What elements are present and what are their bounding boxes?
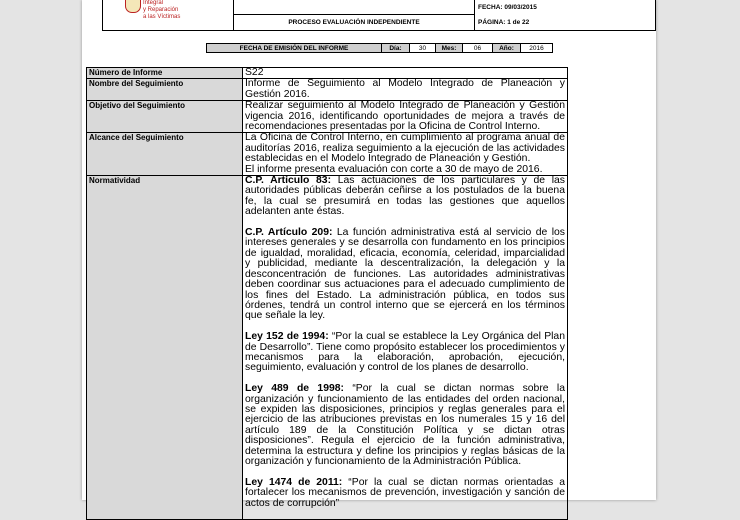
header-middle xyxy=(234,0,475,30)
header-page: PÁGINA: 1 de 22 xyxy=(478,19,530,26)
month-value: 06 xyxy=(463,43,493,53)
table-row xyxy=(87,79,568,101)
month-label: Mes: xyxy=(436,43,463,53)
coat-of-arms-icon xyxy=(125,0,141,13)
regulation-paragraph: Ley 1474 de 2011: “Por la cual se dictan normas orientadas a fortalecer los mecanismos de prevención, investigación y sanción de actos de corrupción” xyxy=(245,476,565,509)
document-header xyxy=(102,0,656,31)
scope-cutoff: El informe presenta evaluación con corte a 30 de mayo de 2016. xyxy=(245,163,543,175)
table-row xyxy=(87,133,568,176)
regulations xyxy=(243,176,568,520)
row-key: Número de Informe xyxy=(87,68,243,79)
followup-objective: Realizar seguimiento al Modelo Integrado de Planeación y Gestión vigencia 2016, identificando oportunidades de mejora a través de recomendaciones presentadas por la Oficina de Control Interno. xyxy=(243,101,568,133)
emission-label: FECHA DE EMISIÓN DEL INFORME xyxy=(206,43,382,53)
year-label: Año: xyxy=(493,43,521,53)
table-row xyxy=(87,101,568,133)
row-key: Normatividad xyxy=(87,176,243,520)
followup-name: Informe de Seguimiento al Modelo Integrado de Planeación y Gestión 2016. xyxy=(243,79,568,101)
header-meta xyxy=(475,0,655,30)
report-table xyxy=(86,67,568,520)
table-row xyxy=(87,68,568,79)
table-row xyxy=(87,176,568,520)
year-value: 2016 xyxy=(521,43,553,53)
report-number: S22 xyxy=(243,68,568,79)
regulation-paragraph: Ley 152 de 1994: “Por la cual se establece la Ley Orgánica del Plan de Desarrollo”. Tiene como propósito establecer los procedimientos y mecanismos para la elaboración, aprobación, ejecución, seguimiento, evaluación y control de los planes de desarrollo. xyxy=(245,331,565,374)
header-date: FECHA: 09/03/2015 xyxy=(478,4,537,11)
day-label: Día: xyxy=(382,43,410,53)
regulation-paragraph: C.P. Artículo 83: Las actuaciones de los particulares y de las autoridades públicas deberán ceñirse a los postulados de la buena fe, la cual se presumirá en todas las gestiones que aquellos adelanten ante éstas. xyxy=(245,175,565,218)
logo-cell xyxy=(103,0,234,30)
process-title: PROCESO EVALUACIÓN INDEPENDIENTE xyxy=(288,19,420,26)
row-key: Nombre del Seguimiento xyxy=(87,79,243,101)
regulation-paragraph: C.P. Artículo 209: La función administrativa está al servicio de los intereses generales y se desarrolla con fundamento en los principios de igualdad, moralidad, eficacia, economía, celeridad, imparcialidad y publicidad, mediante la descentralización, la delegación y la desconcentración de funciones. Las autoridades administrativas deben coordinar sus actuaciones para el adecuado cumplimiento de los fines del Estado. La administración pública, en todos sus órdenes, tendrá un control interno que se ejercerá en los términos que señale la ley. xyxy=(245,227,565,322)
emission-date-bar xyxy=(206,43,553,53)
row-key: Alcance del Seguimiento xyxy=(87,133,243,176)
regulation-paragraph: Ley 489 de 1998: “Por la cual se dictan normas sobre la organización y funcionamiento de las entidades del orden nacional, se expiden las disposiciones, principios y reglas generales para el ejercicio de las atribuciones previstas en los numerales 15 y 16 del artículo 189 de la Constitución Política y se dictan otras disposiciones”. Regula el ejercicio de la función administrativa, determina la estructura y define los principios y reglas básicas de la organización y funcionamiento de la Administración Pública. xyxy=(245,383,565,467)
day-value: 30 xyxy=(410,43,436,53)
document-page xyxy=(82,0,656,509)
followup-scope xyxy=(243,133,568,176)
scope-text: La Oficina de Control Interno, en cumplimiento al programa anual de auditorías 2016, realiza seguimiento a la ejecución de las actividades establecidas en el Modelo Integrado de Planeación y Gestión. xyxy=(245,132,565,165)
row-key: Objetivo del Seguimiento xyxy=(87,101,243,133)
logo-text: Integral y Reparación a las Víctimas xyxy=(143,0,181,20)
